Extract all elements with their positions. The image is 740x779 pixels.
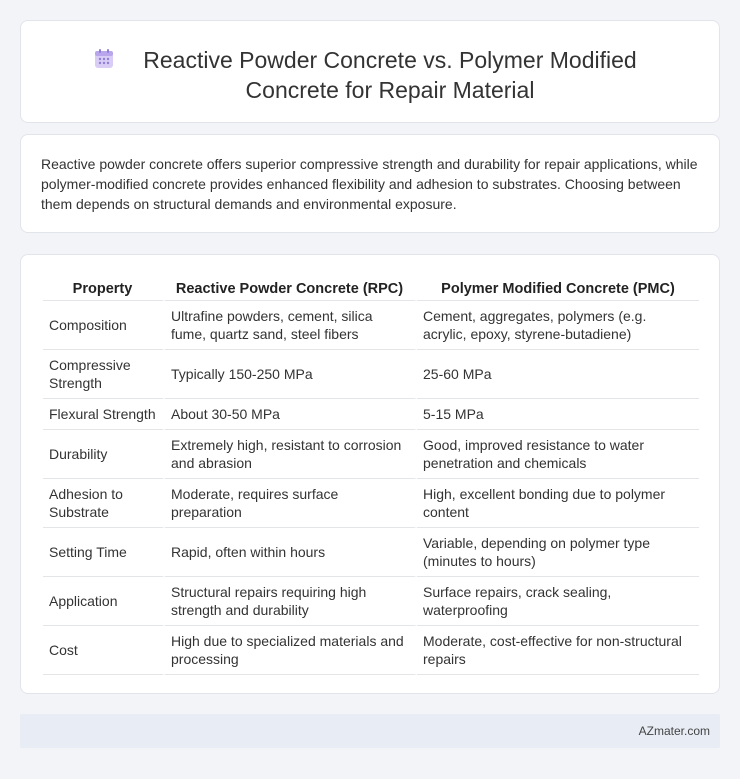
table-row xyxy=(43,528,699,577)
table-row xyxy=(43,626,699,675)
row-pmc-value: Variable, depending on polymer type (minutes to hours) xyxy=(417,528,699,577)
header-pmc: Polymer Modified Concrete (PMC) xyxy=(417,273,699,301)
table-row xyxy=(43,479,699,528)
row-pmc-value: 25-60 MPa xyxy=(417,350,699,399)
header-rpc: Reactive Powder Concrete (RPC) xyxy=(165,273,417,301)
row-property: Flexural Strength xyxy=(43,399,165,430)
row-pmc-value: Good, improved resistance to water penetration and chemicals xyxy=(417,430,699,479)
row-property: Compressive Strength xyxy=(43,350,165,399)
row-pmc-value: 5-15 MPa xyxy=(417,399,699,430)
table-row xyxy=(43,350,699,399)
intro-paragraph: Reactive powder concrete offers superior compressive strength and durability for repair applications, while polymer-modified concrete provides enhanced flexibility and adhesion to substrates. Choosing between them depends on structural demands and environmental exposure. xyxy=(41,156,698,212)
table-header-row xyxy=(43,273,699,301)
row-rpc-value: Typically 150-250 MPa xyxy=(165,350,417,399)
header-property: Property xyxy=(43,273,165,301)
row-rpc-value: Moderate, requires surface preparation xyxy=(165,479,417,528)
comparison-table xyxy=(43,273,699,675)
row-pmc-value: High, excellent bonding due to polymer content xyxy=(417,479,699,528)
title-card xyxy=(20,20,720,123)
page-title: Reactive Powder Concrete vs. Polymer Modified Concrete for Repair Material xyxy=(143,47,637,103)
footer-bar xyxy=(20,714,720,748)
footer-site-link[interactable]: AZmater.com xyxy=(638,724,710,738)
row-rpc-value: Extremely high, resistant to corrosion and abrasion xyxy=(165,430,417,479)
row-property: Application xyxy=(43,577,165,626)
row-rpc-value: Ultrafine powders, cement, silica fume, quartz sand, steel fibers xyxy=(165,301,417,350)
row-rpc-value: Rapid, often within hours xyxy=(165,528,417,577)
intro-card xyxy=(20,134,720,233)
row-pmc-value: Moderate, cost-effective for non-structural repairs xyxy=(417,626,699,675)
row-property: Cost xyxy=(43,626,165,675)
table-row xyxy=(43,399,699,430)
table-row xyxy=(43,301,699,350)
row-rpc-value: About 30-50 MPa xyxy=(165,399,417,430)
row-property: Adhesion to Substrate xyxy=(43,479,165,528)
row-property: Durability xyxy=(43,430,165,479)
table-row xyxy=(43,430,699,479)
row-rpc-value: Structural repairs requiring high strength and durability xyxy=(165,577,417,626)
row-property: Composition xyxy=(43,301,165,350)
row-pmc-value: Surface repairs, crack sealing, waterproofing xyxy=(417,577,699,626)
row-property: Setting Time xyxy=(43,528,165,577)
row-rpc-value: High due to specialized materials and processing xyxy=(165,626,417,675)
row-pmc-value: Cement, aggregates, polymers (e.g. acrylic, epoxy, styrene-butadiene) xyxy=(417,301,699,350)
comparison-table-card xyxy=(20,254,720,694)
table-row xyxy=(43,577,699,626)
